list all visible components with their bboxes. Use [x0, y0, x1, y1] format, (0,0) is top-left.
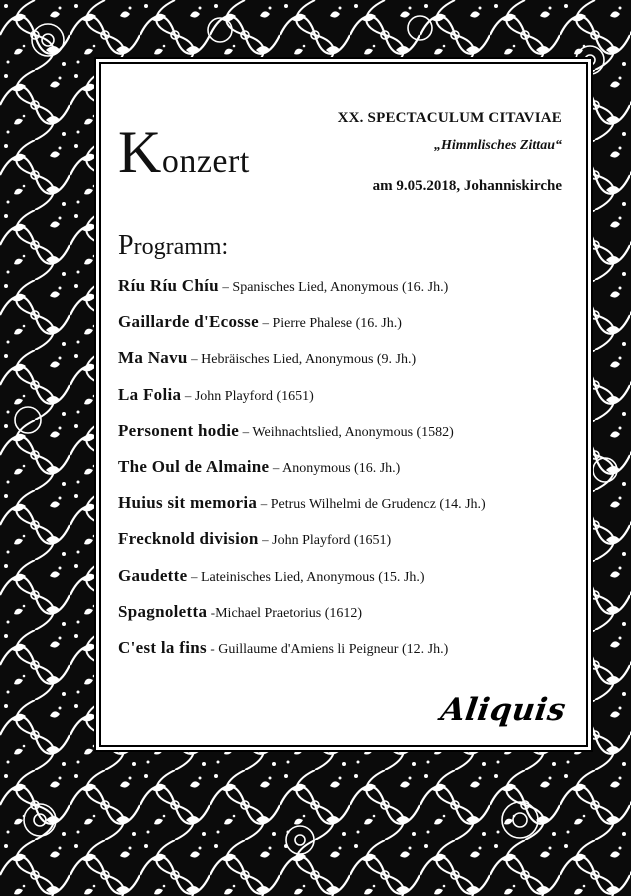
program-list [118, 275, 578, 673]
program-item [118, 420, 578, 456]
programm-heading [118, 230, 228, 262]
piece-info: Spanisches Lied, Anonymous (16. Jh.) [232, 280, 449, 295]
piece-title: Ríu Ríu Chíu [118, 276, 219, 295]
program-item [118, 637, 578, 673]
piece-info: Lateinisches Lied, Anonymous (15. Jh.) [200, 569, 425, 585]
title-rest: onzert [161, 143, 250, 180]
piece-info: Hebräisches Lied, Anonymous (9. Jh.) [201, 352, 417, 368]
piece-info: Guillaume d'Amiens li Peigneur (12. Jh.) [218, 641, 449, 657]
program-item [118, 347, 578, 383]
piece-separator: – [260, 496, 268, 512]
piece-separator: – [242, 423, 250, 439]
piece-info: Weihnachtslied, Anonymous (1582) [252, 424, 454, 440]
piece-info: John Playford (1651) [194, 388, 314, 404]
event-date-venue: am 9.05.2018, Johanniskirche [372, 178, 562, 194]
title-initial: K [118, 119, 162, 185]
program-item [118, 601, 578, 637]
piece-separator: – [272, 459, 280, 475]
piece-separator: – [191, 351, 198, 367]
program-item [118, 275, 578, 311]
piece-separator: – [222, 279, 229, 294]
program-item [118, 384, 578, 420]
piece-separator: – [262, 532, 269, 548]
program-item [118, 528, 578, 564]
piece-title: Gaudette [118, 565, 188, 585]
programm-heading-initial: P [118, 230, 134, 261]
piece-title: The Oul de Almaine [118, 456, 270, 476]
program-item [118, 311, 578, 347]
piece-info: Anonymous (16. Jh.) [282, 460, 401, 476]
program-panel [99, 62, 588, 747]
piece-title: Spagnoletta [118, 601, 208, 621]
piece-title: Personent hodie [118, 420, 240, 440]
piece-info: Michael Praetorius (1612) [215, 605, 363, 621]
page-title [118, 119, 250, 185]
event-series-title: XX. SPECTACULUM CITAVIAE [337, 110, 562, 126]
piece-title: C'est la fins [118, 637, 207, 657]
event-motto: „Himmlisches Zittau“ [434, 138, 562, 153]
program-item [118, 565, 578, 601]
programm-heading-rest: rogramm: [133, 234, 229, 260]
piece-info: John Playford (1651) [272, 533, 392, 549]
piece-info: Petrus Wilhelmi de Grudencz (14. Jh.) [270, 497, 486, 513]
piece-separator: – [184, 387, 192, 403]
piece-separator: - [210, 604, 216, 620]
piece-title: Huius sit memoria [118, 493, 258, 513]
piece-separator: – [262, 315, 269, 331]
piece-title: Frecknold division [118, 529, 259, 549]
piece-title: Ma Navu [118, 348, 188, 368]
program-item [118, 456, 578, 492]
piece-separator: - [210, 640, 215, 656]
piece-title: Gaillarde d'Ecosse [118, 312, 259, 332]
piece-separator: – [190, 568, 198, 584]
piece-title: La Folia [118, 384, 182, 404]
piece-info: Pierre Phalese (16. Jh.) [272, 316, 402, 332]
ensemble-signature: Aliquis [438, 692, 569, 728]
program-item [118, 492, 578, 528]
